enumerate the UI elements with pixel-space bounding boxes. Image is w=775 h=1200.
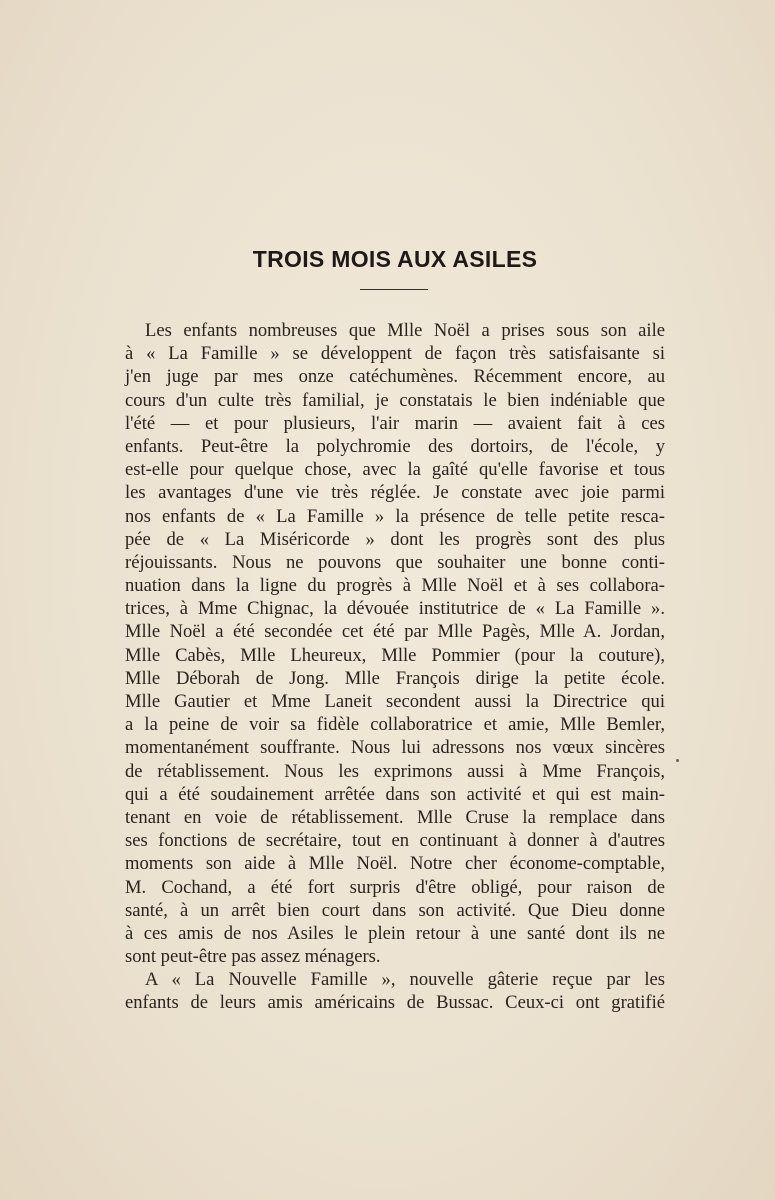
text-line: qui a été soudainement arrêtée dans son activité et qui est main- (125, 783, 665, 805)
text-line: a la peine de voir sa fidèle collaboratrice et amie, Mlle Bemler, (125, 714, 665, 736)
text-line: momentanément souffrante. Nous lui adressons nos vœux sincères (125, 737, 665, 759)
text-line: nos enfants de « La Famille » la présence de telle petite resca- (125, 505, 665, 527)
text-line: Mlle Noël a été secondée cet été par Mlle Pagès, Mlle A. Jordan, (125, 621, 665, 643)
article-title: TROIS MOIS AUX ASILES (252, 246, 538, 272)
text-line: à « La Famille » se développent de façon très satisfaisante si (125, 343, 665, 365)
text-line: pée de « La Miséricorde » dont les progrès sont des plus (125, 528, 665, 550)
text-line: moments son aide à Mlle Noël. Notre cher économe-comptable, (125, 853, 665, 875)
text-line: les avantages d'une vie très réglée. Je constate avec joie parmi (125, 482, 665, 504)
title-rule (360, 289, 428, 290)
text-line: Mlle Cabès, Mlle Lheureux, Mlle Pommier (pour la couture), (125, 644, 665, 666)
text-line: à ces amis de nos Asiles le plein retour à une santé dont ils ne (125, 922, 665, 944)
text-line: Les enfants nombreuses que Mlle Noël a prises sous son aile (145, 320, 665, 341)
text-line: santé, à un arrêt bien court dans son activité. Que Dieu donne (125, 899, 665, 921)
text-line: Mlle Déborah de Jong. Mlle François dirige la petite école. (125, 667, 665, 689)
text-line: sont peut-être pas assez ménagers. (125, 946, 381, 968)
text-line: j'en juge par mes onze catéchumènes. Récemment encore, au (125, 366, 665, 388)
text-line: est-elle pour quelque chose, avec la gaîté qu'elle favorise et tous (125, 459, 665, 481)
text-line: nuation dans la ligne du progrès à Mlle Noël et à ses collabora- (125, 575, 665, 597)
article-body (125, 319, 665, 1015)
text-line: M. Cochand, a été fort surpris d'être obligé, pour raison de (125, 876, 665, 898)
text-line: de rétablissement. Nous les exprimons aussi à Mme François, (125, 760, 665, 782)
margin-mark (676, 759, 679, 762)
text-line: Mlle Gautier et Mme Laneit secondent aussi la Directrice qui (125, 691, 665, 712)
text-line: cours d'un culte très familial, je constatais le bien indéniable que (125, 389, 665, 411)
text-line: ses fonctions de secrétaire, tout en continuant à donner à d'autres (125, 830, 665, 852)
text-line: trices, à Mme Chignac, la dévouée institutrice de « La Famille ». (125, 598, 665, 620)
text-line: tenant en voie de rétablissement. Mlle Cruse la remplace dans (125, 806, 665, 828)
text-line: réjouissants. Nous ne pouvons que souhaiter une bonne conti- (125, 551, 665, 573)
text-line: l'été — et pour plusieurs, l'air marin — avaient fait à ces (125, 412, 665, 434)
text-line: enfants. Peut-être la polychromie des dortoirs, de l'école, y (125, 435, 665, 457)
text-line: enfants de leurs amis américains de Bussac. Ceux-ci ont gratifié (125, 992, 665, 1014)
text-line: A « La Nouvelle Famille », nouvelle gâterie reçue par les (145, 969, 665, 991)
